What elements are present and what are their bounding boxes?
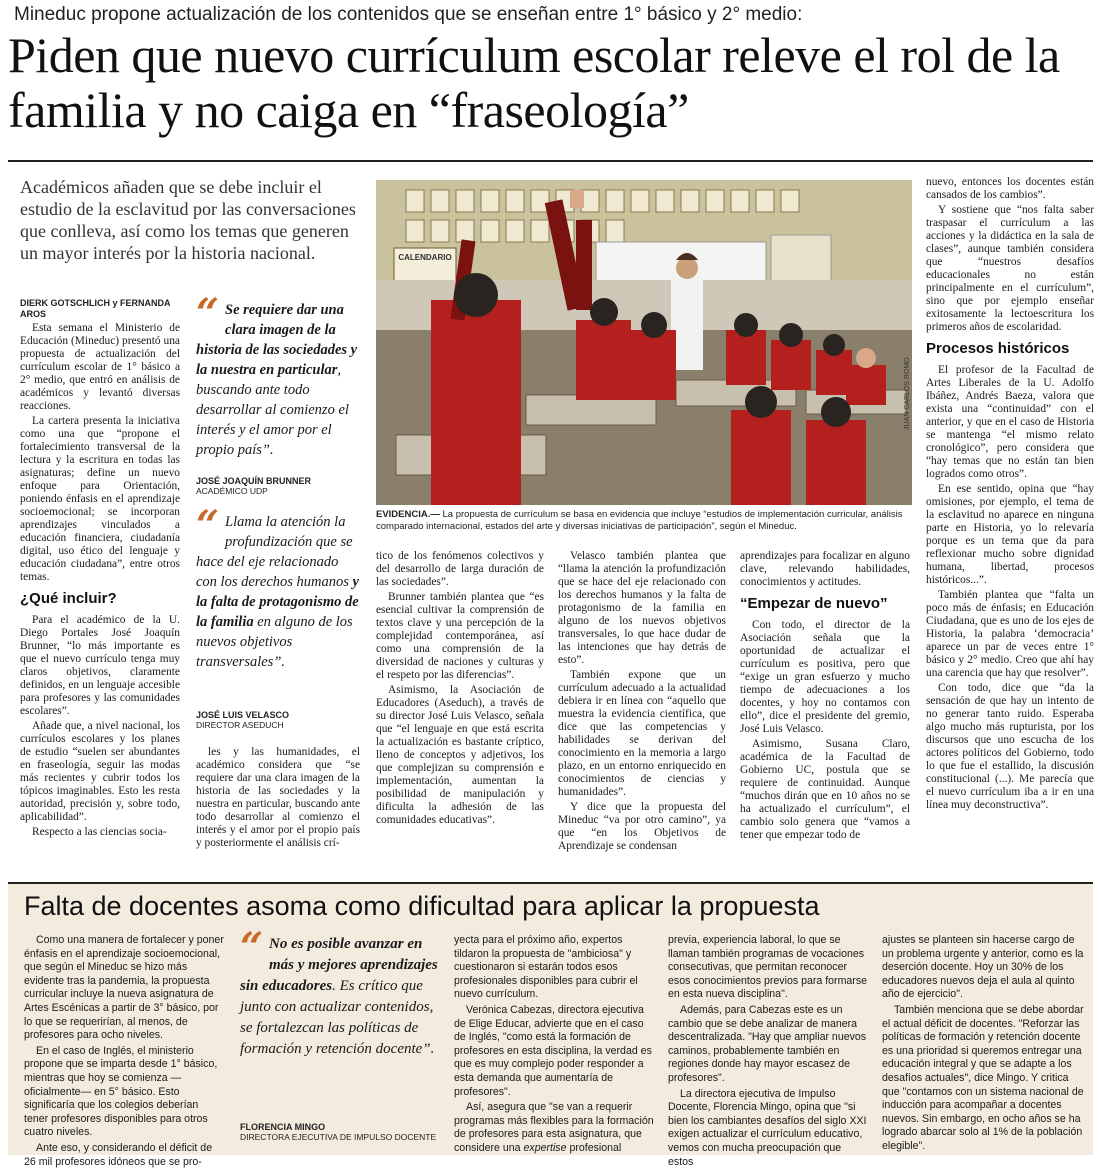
quote-mark-icon: “: [196, 502, 220, 549]
paragraph: Con todo, dice que “da la sensación de que hay un intento de no generar tanto ruido. Esperaba algo mucho más rupturista, por los discursos que uno escucha de los actores políticos del Gobierno, todo lo que fue el estallido, la discusión constitucional (...). Me parecía que el nuevo currículum iba a ir en una línea muy deconstructiva”.: [926, 682, 1094, 811]
classroom-photo: [376, 180, 912, 505]
paragraph: ajustes se planteen sin hacerse cargo de un problema urgente y anterior, como es la deserción docente. Hoy un 30% de los educadores nuevos deja el aula al quinto año de ejercicio".: [882, 934, 1084, 1001]
paragraph: La directora ejecutiva de Impulso Docente, Florencia Mingo, opina que "si bien los cambiantes desafíos del siglo XXI exigen actualizar el currículum educativo, vemos con mucha preocupación que estos: [668, 1087, 867, 1168]
paragraph: Como una manera de fortalecer y poner énfasis en el aprendizaje socioemocional, que según el Mineduc se hizo más evidente tras la pandemia, la propuesta curricular incluye la nueva asignatura de Artes Escénicas a partir de 3° básico, por lo que se requerirían, al menos, de profesores para ocho niveles.: [24, 934, 224, 1042]
quote-mark-icon: “: [240, 924, 264, 971]
paragraph: Asimismo, Susana Claro, académica de la Facultad de Gobierno UC, postula que se requiere de continuidad. Aunque “muchos dirán que en 10 años no se ha actualizado el currículum”, el cambio solo genera que “vamos a tener que empezar todo de: [740, 738, 910, 841]
quote-text-bold: No es posible avanzar en más y mejores aprendizajes sin educadores: [240, 936, 438, 994]
paragraph: Además, para Cabezas este es un cambio que se debe analizar de manera descentralizada. "Hay que ampliar nuevos caminos, probablemente también en regiones donde hay mayor escasez de profesores".: [668, 1003, 867, 1084]
quote-text-bold: y la falta de protagonismo de la familia: [196, 574, 359, 630]
box-quote-source: [240, 1122, 440, 1142]
quote-mark-icon: “: [196, 290, 220, 337]
paragraph: nuevo, entonces los docentes están cansados de los cambios”.: [926, 176, 1094, 201]
byline: DIERK GOTSCHLICH y FERNANDA AROS: [20, 298, 171, 319]
paragraph: les y las humanidades, el académico considera que “se requiere dar una clara imagen de la historia de las sociedades y la nuestra en particular, buscando ante todo desarrollar al comienzo el interés y el amor por el propio país y posteriormente el análisis crí-: [196, 746, 360, 849]
paragraph: [454, 1101, 654, 1155]
paragraph: Y sostiene que “nos falta saber traspasar el currículum a las acciones y la didáctica en la sala de clases”, aunque también considera que “nuestros desafíos educacionales no están principalmente en el currículum”, sino que por ejemplo enseñar exitosamente la lectoescritura los primeros años de escolaridad.: [926, 204, 1094, 333]
pull-quote-brunner: [196, 290, 362, 460]
paragraph: Velasco también plantea que “llama la atención la profundización que se hace del eje relacionado con los derechos humanos y la falta de protagonismo de la familia en alguno de los nuevos objetivos transversales, lo que hace dudar de las intenciones que hay detrás de esto”.: [558, 550, 726, 666]
headline: Piden que nuevo currículum escolar releve el rol de la familia y no caiga en “fraseología”: [8, 27, 1060, 138]
paragraph: Con todo, el director de la Asociación señala que la oportunidad de actualizar el currículum es positiva, pero que “exige un gran esfuerzo y mucho tiempo de adecuaciones a los docentes, y hoy no contamos con ello”, dice el presidente del gremio, José Luis Velasco.: [740, 619, 910, 735]
paragraph: aprendizajes para focalizar en alguno clave, relevando habilidades, conocimientos y actitudes.: [740, 550, 910, 588]
photo-caption: [376, 509, 912, 533]
top-rule: [8, 160, 1093, 162]
article-column-2: [196, 746, 360, 852]
quote-source-velasco: [196, 710, 362, 730]
paragraph: La cartera presenta la iniciativa como una que “propone el fortalecimiento transversal de la lectura y la escritura en todas las asignaturas; define un nuevo enfoque para Orientación, poniendo énfasis en el aprendizaje socioemocional; se incorporan aprendizajes vinculados a educación financiera, ciudadanía digital, uso ético del lenguaje y educación ciudadana”, entre otros temas.: [20, 415, 180, 583]
quote-text-bold: Se requiere dar una clara imagen de la historia de las sociedades y la nuestra en particular: [196, 302, 358, 378]
article-column-6: [926, 176, 1094, 814]
quote-author: JOSÉ LUIS VELASCO: [196, 710, 290, 720]
paragraph: Para el académico de la U. Diego Portales José Joaquín Brunner, “lo más importante es que el nuevo currículo tenga muy claros objetivos, claramente definidos, en un lenguaje accesible para profesores y las comunidades escolares”.: [20, 614, 180, 717]
box-title: Falta de docentes asoma como dificultad para aplicar la propuesta: [24, 891, 820, 921]
quote-source-brunner: [196, 476, 362, 496]
article-column-1: [20, 322, 180, 841]
quote-text: en alguno de los nuevos objetivos transversales”.: [196, 614, 353, 670]
paragraph: Asimismo, la Asociación de Educadores (Aseduch), a través de su director José Luis Velasco, señala que “el lenguaje en que está escrita la actualización es bastante críptico, lleno de conceptos y adjetivos, los que complejizan su comprensión e implementación, aumentan la posibilidad de manipulación y dificulta la adhesión de las comunidades educativas”.: [376, 684, 544, 826]
box-column-3: [454, 934, 654, 1158]
article-column-3: [376, 550, 544, 829]
pull-quote-velasco: [196, 502, 362, 672]
quote-author: FLORENCIA MINGO: [240, 1122, 326, 1132]
article-column-5: [740, 550, 910, 844]
paragraph: También menciona que se debe abordar el actual déficit de docentes. "Reforzar las políticas de formación y retención docente es una prioridad si queremos entregar una educación integral y que se adapte a los desafíos actuales", dice Mingo. Y critica que "contamos con un sistema nacional de inducción para acompañar a docentes nuevos. Sin embargo, en ocho años se ha logrado abarcar solo al 1% de la población elegible".: [882, 1003, 1084, 1152]
section-heading: ¿Qué incluir?: [20, 590, 117, 607]
quote-author-role: DIRECTORA EJECUTIVA DE IMPULSO DOCENTE: [240, 1132, 437, 1142]
paragraph: Verónica Cabezas, directora ejecutiva de Elige Educar, advierte que en el caso de Inglés, "como está la formación de profesores en esta disciplina, la verdad es que es muy complejo poder responder a esta demanda que aumentaría de profesores".: [454, 1003, 652, 1098]
lead-paragraph: Académicos añaden que se debe incluir el estudio de la esclavitud por las conversaciones que conlleva, así como los temas que generen un mayor interés por la historia nacional.: [20, 177, 356, 263]
paragraph: yecta para el próximo año, expertos tildaron la propuesta de "ambiciosa" y cuestionaron si estarán todos esos profesionales disponibles para cubrir el nuevo currículum.: [454, 934, 638, 1001]
paragraph: tico de los fenómenos colectivos y del desarrollo de larga duración de las sociedades”.: [376, 550, 544, 588]
classroom-illustration: [376, 180, 912, 505]
paragraph: En ese sentido, opina que “hay omisiones, por ejemplo, el tema de la esclavitud no aparece en ninguna parte en Historia, yo lo relevaría porque es un tema que da para reflexionar mucho sobre dignidad humana, libertad, procesos históricos...”.: [926, 483, 1094, 586]
quote-author-role: ACADÉMICO UDP: [196, 486, 268, 496]
caption-label: EVIDENCIA.—: [376, 509, 440, 520]
section-heading: Procesos históricos: [926, 340, 1070, 357]
caption-text: La propuesta de currículum se basa en evidencia que incluye “estudios de implementación curricular, análisis comparado internacional, estados del arte y diversas iniciativas de participación”, según el Mineduc.: [376, 509, 903, 532]
paragraph: En el caso de Inglés, el ministerio propone que se imparta desde 1° básico, mientras que hoy se comienza —oficialmente— en 5° básico. Esto significaría que los colegios deberían tener profesores disponibles para otros cuatro niveles.: [24, 1044, 218, 1139]
paragraph: Respecto a las ciencias socia-: [32, 826, 167, 838]
text-span: Así, asegura que "se van a requerir programas más flexibles para la formación de profesores para esta asignatura, que considere una: [454, 1101, 654, 1154]
text-span: profesional: [566, 1141, 622, 1154]
paragraph: Ante eso, y considerando el déficit de 26 mil profesores idóneos que se pro-: [24, 1141, 213, 1168]
paragraph: También expone que un currículum adecuado a la actualidad debiera ir en línea con “aquello que muestra la evidencia científica, que dice que las competencias y habilidades se derivan del conocimiento en la memoria a largo plazo, en un entorno enriquecido en conocimientos de ciencias y humanidades”.: [558, 669, 726, 798]
paragraph: El profesor de la Facultad de Artes Liberales de la U. Adolfo Ibáñez, Andrés Baeza, valora que exista una “continuidad” con el anterior, y que en el caso de Historia se mantenga “el mismo relato cronológico”, pero considera que “hay temas que no están tan bien logrados como otros”.: [926, 364, 1094, 480]
article-column-4: [558, 550, 726, 855]
quote-author: JOSÉ JOAQUÍN BRUNNER: [196, 476, 312, 486]
quote-text: Llama la atención la profundización que se hace del eje relacionado con los derechos humanos: [196, 514, 353, 590]
box-column-1: [24, 934, 224, 1171]
kicker: Mineduc propone actualización de los contenidos que se enseñan entre 1° básico y 2° medio:: [14, 4, 803, 25]
paragraph: Y dice que la propuesta del Mineduc “va por otro camino”, ya que “en los Objetivos de Aprendizaje se condensan: [558, 801, 726, 852]
box-column-4: [668, 934, 868, 1171]
quote-text: . Es crítico que junto con actualizar contenidos, se fortalezcan las políticas de formación y retención docente”.: [240, 978, 435, 1057]
quote-author-role: DIRECTOR ASEDUCH: [196, 720, 284, 730]
paragraph: Esta semana el Ministerio de Educación (Mineduc) presentó una propuesta de actualización del currículum escolar de 1° básico a 2° medio, que entró en análisis de académicos y levantó diversas reacciones.: [20, 322, 180, 412]
calendar-sign-label: CALENDARIO: [398, 253, 452, 262]
paragraph: previa, experiencia laboral, lo que se llaman también programas de vocaciones consecutivas, que permitan reconocer esos conocimientos previos para formarse en esta nueva disciplina".: [668, 934, 868, 1001]
paragraph: Brunner también plantea que “es esencial cultivar la comprensión de textos clave y una percepción de la complejidad contemporánea, así como una comprensión de la diversidad de naciones y culturas y el respeto por las diferencias”.: [376, 591, 544, 681]
photo-credit: JUAN CARLOS ROMO: [904, 357, 911, 430]
box-column-5: [882, 934, 1086, 1156]
paragraph: Añade que, a nivel nacional, los currículos escolares y los planes de estudio “suelen ser abundantes en fraseología, seguir las modas más recientes y cubrir todos los tópicos imaginables. Esto les resta autoridad, precisión y, sobre todo, aplicabilidad”.: [20, 720, 180, 823]
section-heading: “Empezar de nuevo”: [740, 595, 888, 612]
paragraph: También plantea que “falta un poco más de énfasis; en Educación Ciudadana, que es uno de los ejes de Historia, la palabra ‘democracia’ aparece un par de veces entre 1° básico y 2° medio. Creo que ahí hay una carencia que hay que resolver”.: [926, 589, 1094, 679]
quote-text: , buscando ante todo desarrollar al comienzo el interés y el amor por el propio país”.: [196, 362, 349, 458]
box-pull-quote: [240, 924, 438, 1060]
text-emphasis: expertise: [523, 1141, 567, 1154]
